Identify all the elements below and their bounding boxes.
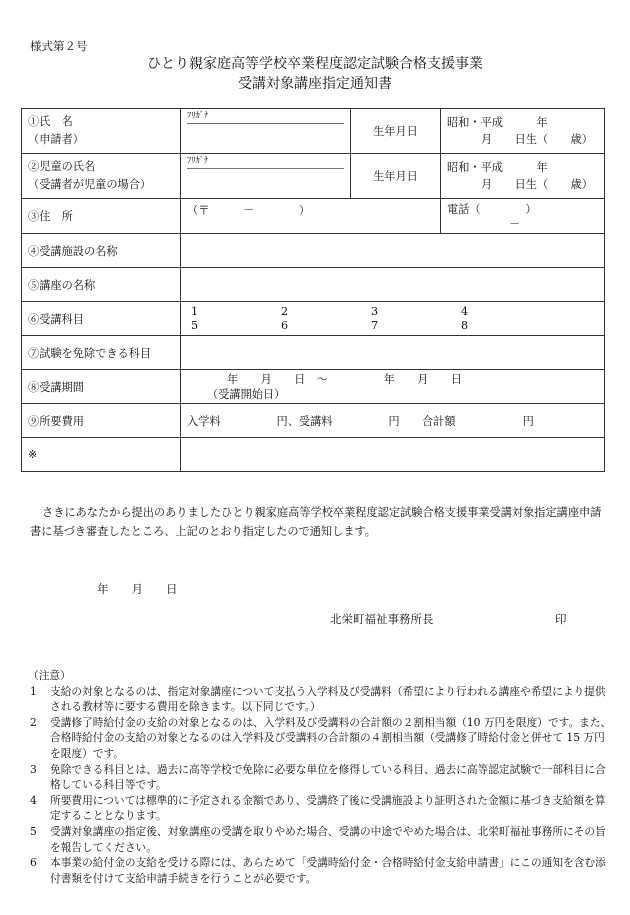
form-number: 様式第２号 [30, 39, 88, 53]
address-field[interactable] [181, 199, 441, 234]
label-course: ⑤講座の名称 [22, 268, 181, 302]
note-number: 6 [30, 856, 37, 870]
document-title: ひとり親家庭高等学校卒業程度認定試験合格支援事業 [147, 56, 483, 72]
facility-field[interactable] [181, 234, 605, 268]
row-course [22, 268, 605, 302]
signer-title: 北栄町福祉事務所長 [330, 612, 434, 626]
label-applicant-name [22, 109, 181, 154]
exempt-subjects-field[interactable] [181, 336, 605, 370]
applicant-birthdate-field[interactable] [441, 109, 605, 154]
note-text: 受講対象講座の指定後、対象講座の受講を取りやめた場合、受講の中途でやめた場合は、北栄町福祉事務所にその旨を報告してください。 [50, 824, 606, 854]
costs-text: 入学料 円、受講料 円 合計額 円 [187, 414, 534, 428]
note-item [28, 824, 613, 855]
notes-heading: （注意） [28, 669, 71, 682]
notice-date: 年 月 日 [97, 582, 178, 596]
note-item [28, 762, 613, 793]
label-facility: ④受講施設の名称 [22, 234, 181, 268]
child-name-field[interactable] [181, 154, 351, 199]
label-child-name [22, 154, 181, 199]
note-item [28, 715, 613, 762]
child-birthdate-field[interactable] [441, 154, 605, 199]
label-costs: ⑨所要費用 [22, 404, 181, 438]
period-dates: 年 月 日 ～ 年 月 日 [227, 372, 462, 386]
label-line1: ②児童の氏名 [28, 160, 96, 173]
note-item [28, 855, 613, 886]
era-line1: 昭和・平成 年 [447, 116, 548, 129]
label-exempt-subjects: ⑦試験を免除できる科目 [22, 336, 181, 370]
label-office-use: ※ [22, 438, 181, 472]
note-number: 3 [30, 762, 37, 776]
row-applicant-name [22, 109, 605, 154]
label-subjects: ⑥受講科目 [22, 302, 181, 336]
row-address [22, 199, 605, 234]
note-item [28, 793, 613, 824]
note-text: 所要費用については標準的に予定される金額であり、受講終了後に受講施設より証明された金額に基づき支給額を算定することとなります。 [50, 793, 606, 823]
furigana-label: ﾌﾘｶﾞﾅ [187, 109, 344, 124]
office-use-field [181, 438, 605, 472]
label-line2: （申請者） [28, 133, 84, 146]
era-line2: 月 日生（ 歳） [481, 133, 593, 146]
subject-number: 1 [191, 304, 199, 318]
row-facility [22, 234, 605, 268]
subject-number: 2 [281, 304, 289, 318]
birthdate-label: 生年月日 [351, 109, 441, 154]
period-field[interactable] [181, 370, 605, 404]
application-form-table [21, 108, 605, 472]
subject-number: 8 [461, 318, 469, 332]
furigana-label: ﾌﾘｶﾞﾅ [187, 154, 344, 169]
row-costs [22, 404, 605, 438]
era-line1: 昭和・平成 年 [447, 161, 548, 174]
subject-number: 5 [191, 318, 199, 332]
postal-code: （〒 － ） [187, 204, 311, 217]
note-item [28, 684, 613, 715]
note-number: 4 [30, 793, 37, 807]
document-subtitle: 受講対象講座指定通知書 [238, 76, 392, 92]
note-number: 1 [30, 684, 37, 698]
label-address: ③住 所 [22, 199, 181, 234]
birthdate-label: 生年月日 [351, 154, 441, 199]
label-line2: （受講者が児童の場合） [28, 178, 152, 191]
subject-number: 7 [371, 318, 379, 332]
applicant-name-field[interactable] [181, 109, 351, 154]
phone-separator: － [509, 218, 521, 231]
subjects-grid [187, 305, 598, 333]
note-text: 本事業の給付金の支給を受ける際には、あらためて「受講時給付金・合格時給付金支給申請書」にこの通知を含む添付書類を付けて支給申請手続きを行うことが必要です。 [50, 856, 606, 885]
label-period: ⑧受講期間 [22, 370, 181, 404]
note-text: 支給の対象となるのは、指定対象講座について支払う入学料及び受講料（希望により行われる講座や希望により提供される教材等に要する費用を除きます。以下同じです。） [50, 684, 606, 714]
phone-label: 電話（ ） [447, 203, 537, 216]
subject-number: 3 [371, 304, 379, 318]
note-text: 受講修了時給付金の支給の対象となるのは、入学料及び受講料の合計額の２割相当額（10 万円を限度）です。また、合格時給付金の支給の対象となるのは入学料及び受講料の合計額の４割相当額（受講修了時給付金と併せて 15 万円を限度）です。 [50, 715, 612, 760]
row-child-name [22, 154, 605, 199]
row-period [22, 370, 605, 404]
subjects-field[interactable] [181, 302, 605, 336]
notes-section [28, 668, 613, 886]
subject-number: 4 [461, 304, 469, 318]
note-number: 2 [30, 715, 37, 729]
note-text: 免除できる科目とは、過去に高等学校で免除に必要な単位を修得している科目、過去に高等認定試験で一部科目に合格している科目等です。 [50, 762, 606, 792]
row-office-use [22, 438, 605, 472]
seal-mark: 印 [555, 612, 567, 626]
costs-field[interactable] [181, 404, 605, 438]
label-line1: ①氏 名 [28, 115, 73, 128]
note-number: 5 [30, 824, 37, 838]
row-exempt-subjects [22, 336, 605, 370]
course-field[interactable] [181, 268, 605, 302]
subject-number: 6 [281, 318, 289, 332]
row-subjects [22, 302, 605, 336]
period-note: （受講開始日） [207, 387, 286, 401]
notice-paragraph: さきにあなたから提出のありましたひとり親家庭高等学校卒業程度認定試験合格支援事業受講対象指定講座申請書に基づき審査したところ、上記のとおり指定したので通知します。 [30, 506, 602, 538]
phone-field[interactable] [441, 199, 605, 234]
era-line2: 月 日生（ 歳） [481, 178, 593, 191]
